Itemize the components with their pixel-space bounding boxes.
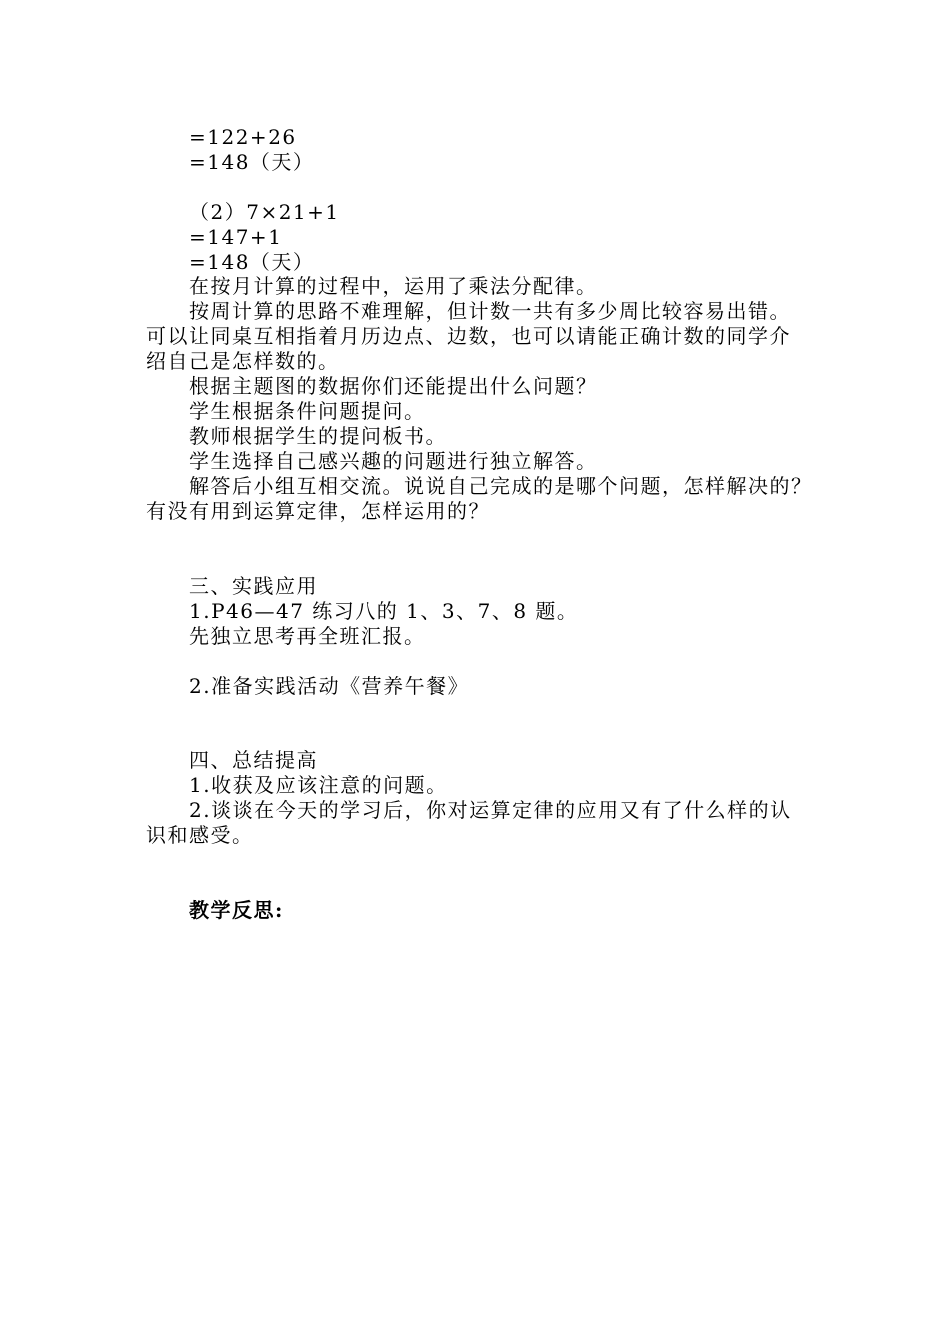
section4-item2-line2: 识和感受。 xyxy=(146,823,254,847)
section3-item1-note: 先独立思考再全班汇报。 xyxy=(189,624,426,648)
section3-heading: 三、实践应用 xyxy=(189,574,318,598)
section4-heading: 四、总结提高 xyxy=(189,748,318,772)
section3-item1: 1.P46—47 练习八的 1、3、7、8 题。 xyxy=(189,599,579,623)
paragraph-week-count-line2: 可以让同桌互相指着月历边点、边数，也可以请能正确计数的同学介 xyxy=(146,324,791,348)
paragraph-group-exchange-line1: 解答后小组互相交流。说说自己完成的是哪个问题，怎样解决的？ xyxy=(189,474,813,498)
section4-item2-line1: 2.谈谈在今天的学习后，你对运算定律的应用又有了什么样的认 xyxy=(189,798,792,822)
calc2-step1: =147+1 xyxy=(189,225,283,249)
paragraph-week-count-line1: 按周计算的思路不难理解，但计数一共有多少周比较容易出错。 xyxy=(189,299,791,323)
paragraph-group-exchange-line2: 有没有用到运算定律，怎样运用的？ xyxy=(146,499,490,523)
paragraph-week-count-line3: 绍自己是怎样数的。 xyxy=(146,349,340,373)
calc1-step1: =122+26 xyxy=(189,125,297,149)
section3-item2: 2.准备实践活动《营养午餐》 xyxy=(189,674,470,698)
paragraph-teacher-writes: 教师根据学生的提问板书。 xyxy=(189,424,447,448)
section4-item1: 1.收获及应该注意的问题。 xyxy=(189,773,448,797)
calc1-step2: =148（天） xyxy=(189,150,315,174)
paragraph-students-ask: 学生根据条件问题提问。 xyxy=(189,399,426,423)
calc2-expression: （2）7×21+1 xyxy=(189,200,340,224)
calc2-step2: =148（天） xyxy=(189,250,315,274)
paragraph-students-solve: 学生选择自己感兴趣的问题进行独立解答。 xyxy=(189,449,598,473)
paragraph-distributive: 在按月计算的过程中，运用了乘法分配律。 xyxy=(189,274,598,298)
reflection-heading: 教学反思: xyxy=(189,898,284,922)
paragraph-question: 根据主题图的数据你们还能提出什么问题？ xyxy=(189,374,598,398)
